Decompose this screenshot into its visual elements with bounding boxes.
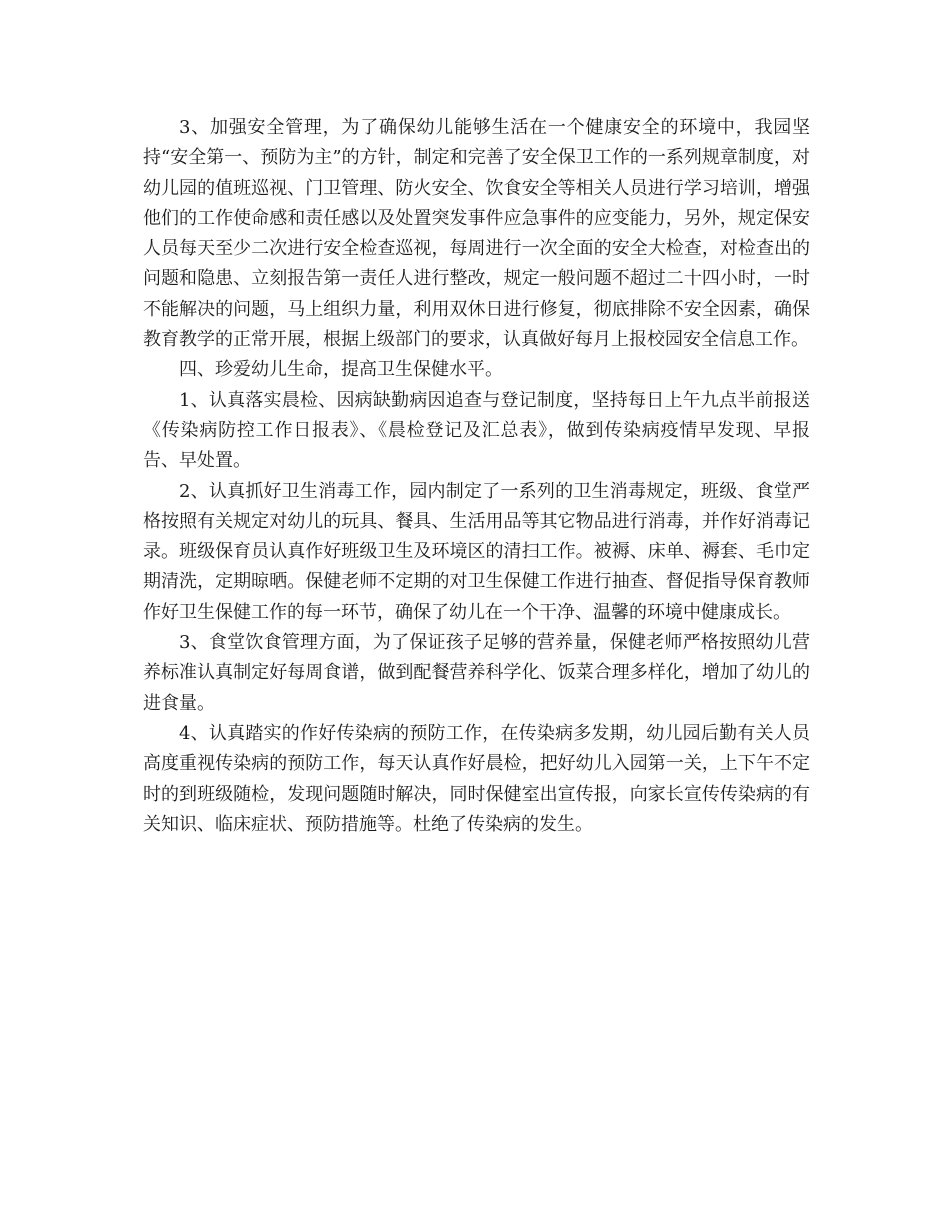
paragraph-canteen-management: 3、食堂饮食管理方面，为了保证孩子足够的营养量，保健老师严格按照幼儿营养标准认真制定好每周食谱，做到配餐营养科学化、饭菜合理多样化，增加了幼儿的进食量。	[143, 632, 810, 714]
paragraph-disease-prevention: 4、认真踏实的作好传染病的预防工作，在传染病多发期，幼儿园后勤有关人员高度重视传染病的预防工作，每天认真作好晨检，把好幼儿入园第一关，上下午不定时的到班级随检，发现问题随时解决，同时保健室出宣传报，向家长宣传传染病的有关知识、临床症状、预防措施等。杜绝了传染病的发生。	[143, 722, 810, 835]
paragraph-disinfection: 2、认真抓好卫生消毒工作，园内制定了一系列的卫生消毒规定，班级、食堂严格按照有关规定对幼儿的玩具、餐具、生活用品等其它物品进行消毒，并作好消毒记录。班级保育员认真作好班级卫生及环境区的清扫工作。被褥、床单、褥套、毛巾定期清洗，定期晾晒。保健老师不定期的对卫生保健工作进行抽查、督促指导保育教师作好卫生保健工作的每一环节，确保了幼儿在一个干净、温馨的环境中健康成长。	[143, 480, 810, 623]
paragraph-safety-management: 3、加强安全管理，为了确保幼儿能够生活在一个健康安全的环境中，我园坚持“安全第一、预防为主”的方针，制定和完善了安全保卫工作的一系列规章制度，对幼儿园的值班巡视、门卫管理、防火安全、饮食安全等相关人员进行学习培训，增强他们的工作使命感和责任感以及处置突发事件应急事件的应变能力，另外，规定保安人员每天至少二次进行安全检查巡视，每周进行一次全面的安全大检查，对检查出的问题和隐患、立刻报告第一责任人进行整改，规定一般问题不超过二十四小时，一时不能解决的问题，马上组织力量，利用双休日进行修复，彻底排除不安全因素，确保教育教学的正常开展，根据上级部门的要求，认真做好每月上报校园安全信息工作。	[143, 117, 810, 351]
section-heading-health-care: 四、珍爱幼儿生命，提高卫生保健水平。	[179, 359, 503, 381]
paragraph-morning-check: 1、认真落实晨检、因病缺勤病因追查与登记制度，坚持每日上午九点半前报送《传染病防控工作日报表》、《晨检登记及汇总表》，做到传染病疫情早发现、早报告、早处置。	[143, 389, 810, 472]
